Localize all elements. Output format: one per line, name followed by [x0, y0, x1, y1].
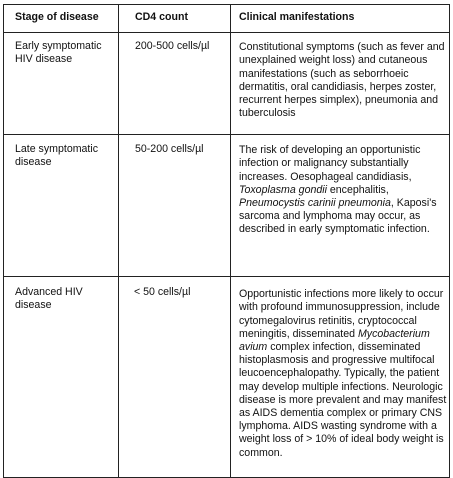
manifestations-cell: [231, 135, 449, 276]
header-stage: Stage of disease: [4, 5, 119, 32]
stage-cell: Early symptomatic HIV disease: [4, 33, 119, 134]
cd4-cell: < 50 cells/µl: [119, 277, 231, 477]
table-header-row: [4, 5, 449, 32]
text-run: complex infection, disseminated histoplasmosis and progressive multifocal leucoencephalopathy. Typically, the patient may develop multiple infections. Neurologic disease is more prevalent and may manifest as AIDS dementia complex or primary CNS lymphoma. AIDS wasting syndrome with a weight loss of > 10% of ideal body weight is common.: [239, 341, 447, 459]
table-row: [4, 134, 449, 276]
header-clinical-manifestations: Clinical manifestations: [239, 11, 355, 23]
text-run: , Kaposi's sarcoma and lymphoma may occur, as described in early symptomatic infection.: [239, 197, 437, 236]
italic-term: Mycobacterium avium: [239, 327, 430, 354]
text-run: encephalitis,: [326, 183, 389, 196]
stage-cell: Advanced HIV disease: [4, 277, 119, 477]
cd4-cell: 200-500 cells/µl: [119, 33, 231, 134]
table-row: [4, 32, 449, 134]
manifestations-cell: [231, 33, 449, 134]
text-run: Constitutional symptoms (such as fever and unexplained weight loss) and cutaneous manifestations (such as seborrhoeic dermatitis, oral candidiasis, herpes zoster, recurrent herpes simplex), pneumonia and tuberculosis: [239, 41, 445, 120]
text-run: The risk of developing an opportunistic infection or malignancy substantially increases. Oesophageal candidiasis,: [239, 144, 421, 183]
text-run: Opportunistic infections more likely to occur with profound immunosuppression, include cytomegalovirus retinitis, cryptococcal meningitis, disseminated: [239, 288, 444, 340]
table-row: [4, 276, 449, 477]
italic-term: Toxoplasma gondii: [239, 183, 327, 196]
header-cd4-count: CD4 count: [119, 5, 231, 32]
italic-term: Pneumocystis carinii pneumonia: [239, 197, 391, 210]
manifestations-cell: [231, 277, 449, 477]
stage-cell: Late symptomatic disease: [4, 135, 119, 276]
hiv-stages-table: [3, 4, 450, 478]
cd4-cell: 50-200 cells/µl: [119, 135, 231, 276]
